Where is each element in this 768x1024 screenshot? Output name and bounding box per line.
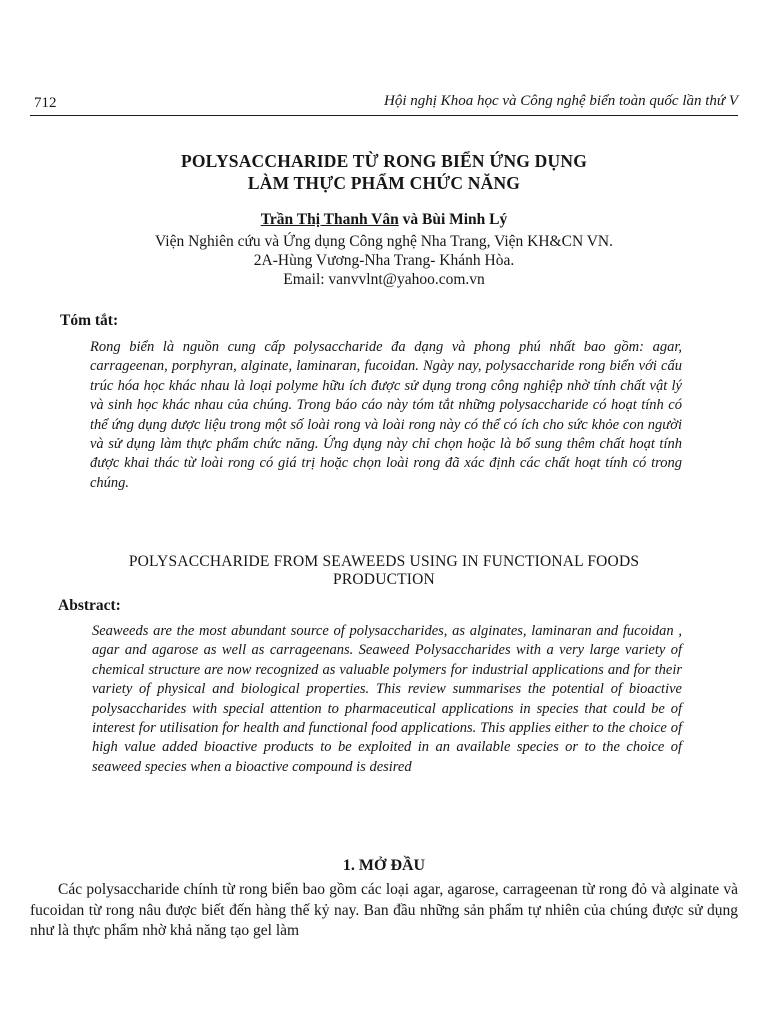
- section-heading: 1. MỞ ĐẦU: [342, 857, 426, 874]
- affiliation-line-2: 2A-Hùng Vương-Nha Trang- Khánh Hòa.: [253, 252, 515, 269]
- abstract-vi-text: Rong biển là nguồn cung cấp polysaccharide đa dạng và phong phú nhất bao gồm: agar, carrageenan, porphyran, alginate, laminaran, fucoidan. Ngày nay, polysaccharide rong biển với cấu trúc hóa học khác nhau là loại polyme hữu ích được sử dụng trong công nghiệp nhờ tính chất vật lý và sinh học khác nhau của chúng. Trong báo cáo này tóm tắt những polysaccharide có hoạt tính có thể ứng dụng dược liệu trong một số loài rong và loài rong này có thể có ích cho sức khỏe con người và sử dụng làm thực phẩm chức năng. Ứng dụng này chỉ chọn hoặc là bổ sung thêm chất hoạt tính được khai thác từ loài rong có giá trị hoặc chọn loài rong đã xác định các chất hoạt tính có trong chúng.: [90, 339, 682, 491]
- page-number: 712: [34, 95, 57, 111]
- section-body-text: Các polysaccharide chính từ rong biển bao gồm các loại agar, agarose, carrageenan từ rong đỏ và alginate và fucoidan từ rong nâu được biết đến hàng thế kỷ nay. Ban đầu những sản phẩm tự nhiên của chúng được sử dụng như là thực phẩm nhờ khả năng tạo gel làm: [30, 881, 738, 939]
- conference-title: Hội nghị Khoa học và Công nghệ biển toàn quốc lần thứ V: [384, 93, 738, 109]
- author-email: Email: vanvvlnt@yahoo.com.vn: [283, 271, 485, 288]
- title-vi-line-2: LÀM THỰC PHẨM CHỨC NĂNG: [247, 173, 521, 193]
- authors: [0, 211, 768, 229]
- title-en-line-2: PRODUCTION: [333, 571, 435, 588]
- title-en-line-1: POLYSACCHARIDE FROM SEAWEEDS USING IN FUNCTIONAL FOODS: [128, 553, 640, 570]
- main-author: Trần Thị Thanh Vân: [260, 211, 399, 228]
- title-vi-line-1: POLYSACCHARIDE TỪ RONG BIỂN ỨNG DỤNG: [180, 151, 588, 171]
- running-header: [30, 93, 738, 116]
- abstract-en-heading: Abstract:: [58, 597, 121, 614]
- affiliation-line-1: Viện Nghiên cứu và Ứng dụng Công nghệ Nha Trang, Viện KH&CN VN.: [155, 233, 613, 250]
- co-author: và Bùi Minh Lý: [398, 211, 508, 228]
- abstract-vi-heading: Tóm tắt:: [60, 312, 119, 329]
- abstract-en-text: Seaweeds are the most abundant source of polysaccharides, as alginates, laminaran and fucoidan , agar and agarose as well as carrageenans. Seaweed Polysaccharides with a very large variety of chemical structure are now recognized as valuable polymers for industrial applications and for their variety of physical and biological properties. This review summarises the potential of bioactive polysaccharides with special attention to pharmaceutical applications in species that could be of interest for utilisation for health and functional food applications. This applies either to the choice of high value added bioactive products to be exploited in an available species or to the choice of seaweed species when a bioactive compound is desired: [92, 623, 682, 775]
